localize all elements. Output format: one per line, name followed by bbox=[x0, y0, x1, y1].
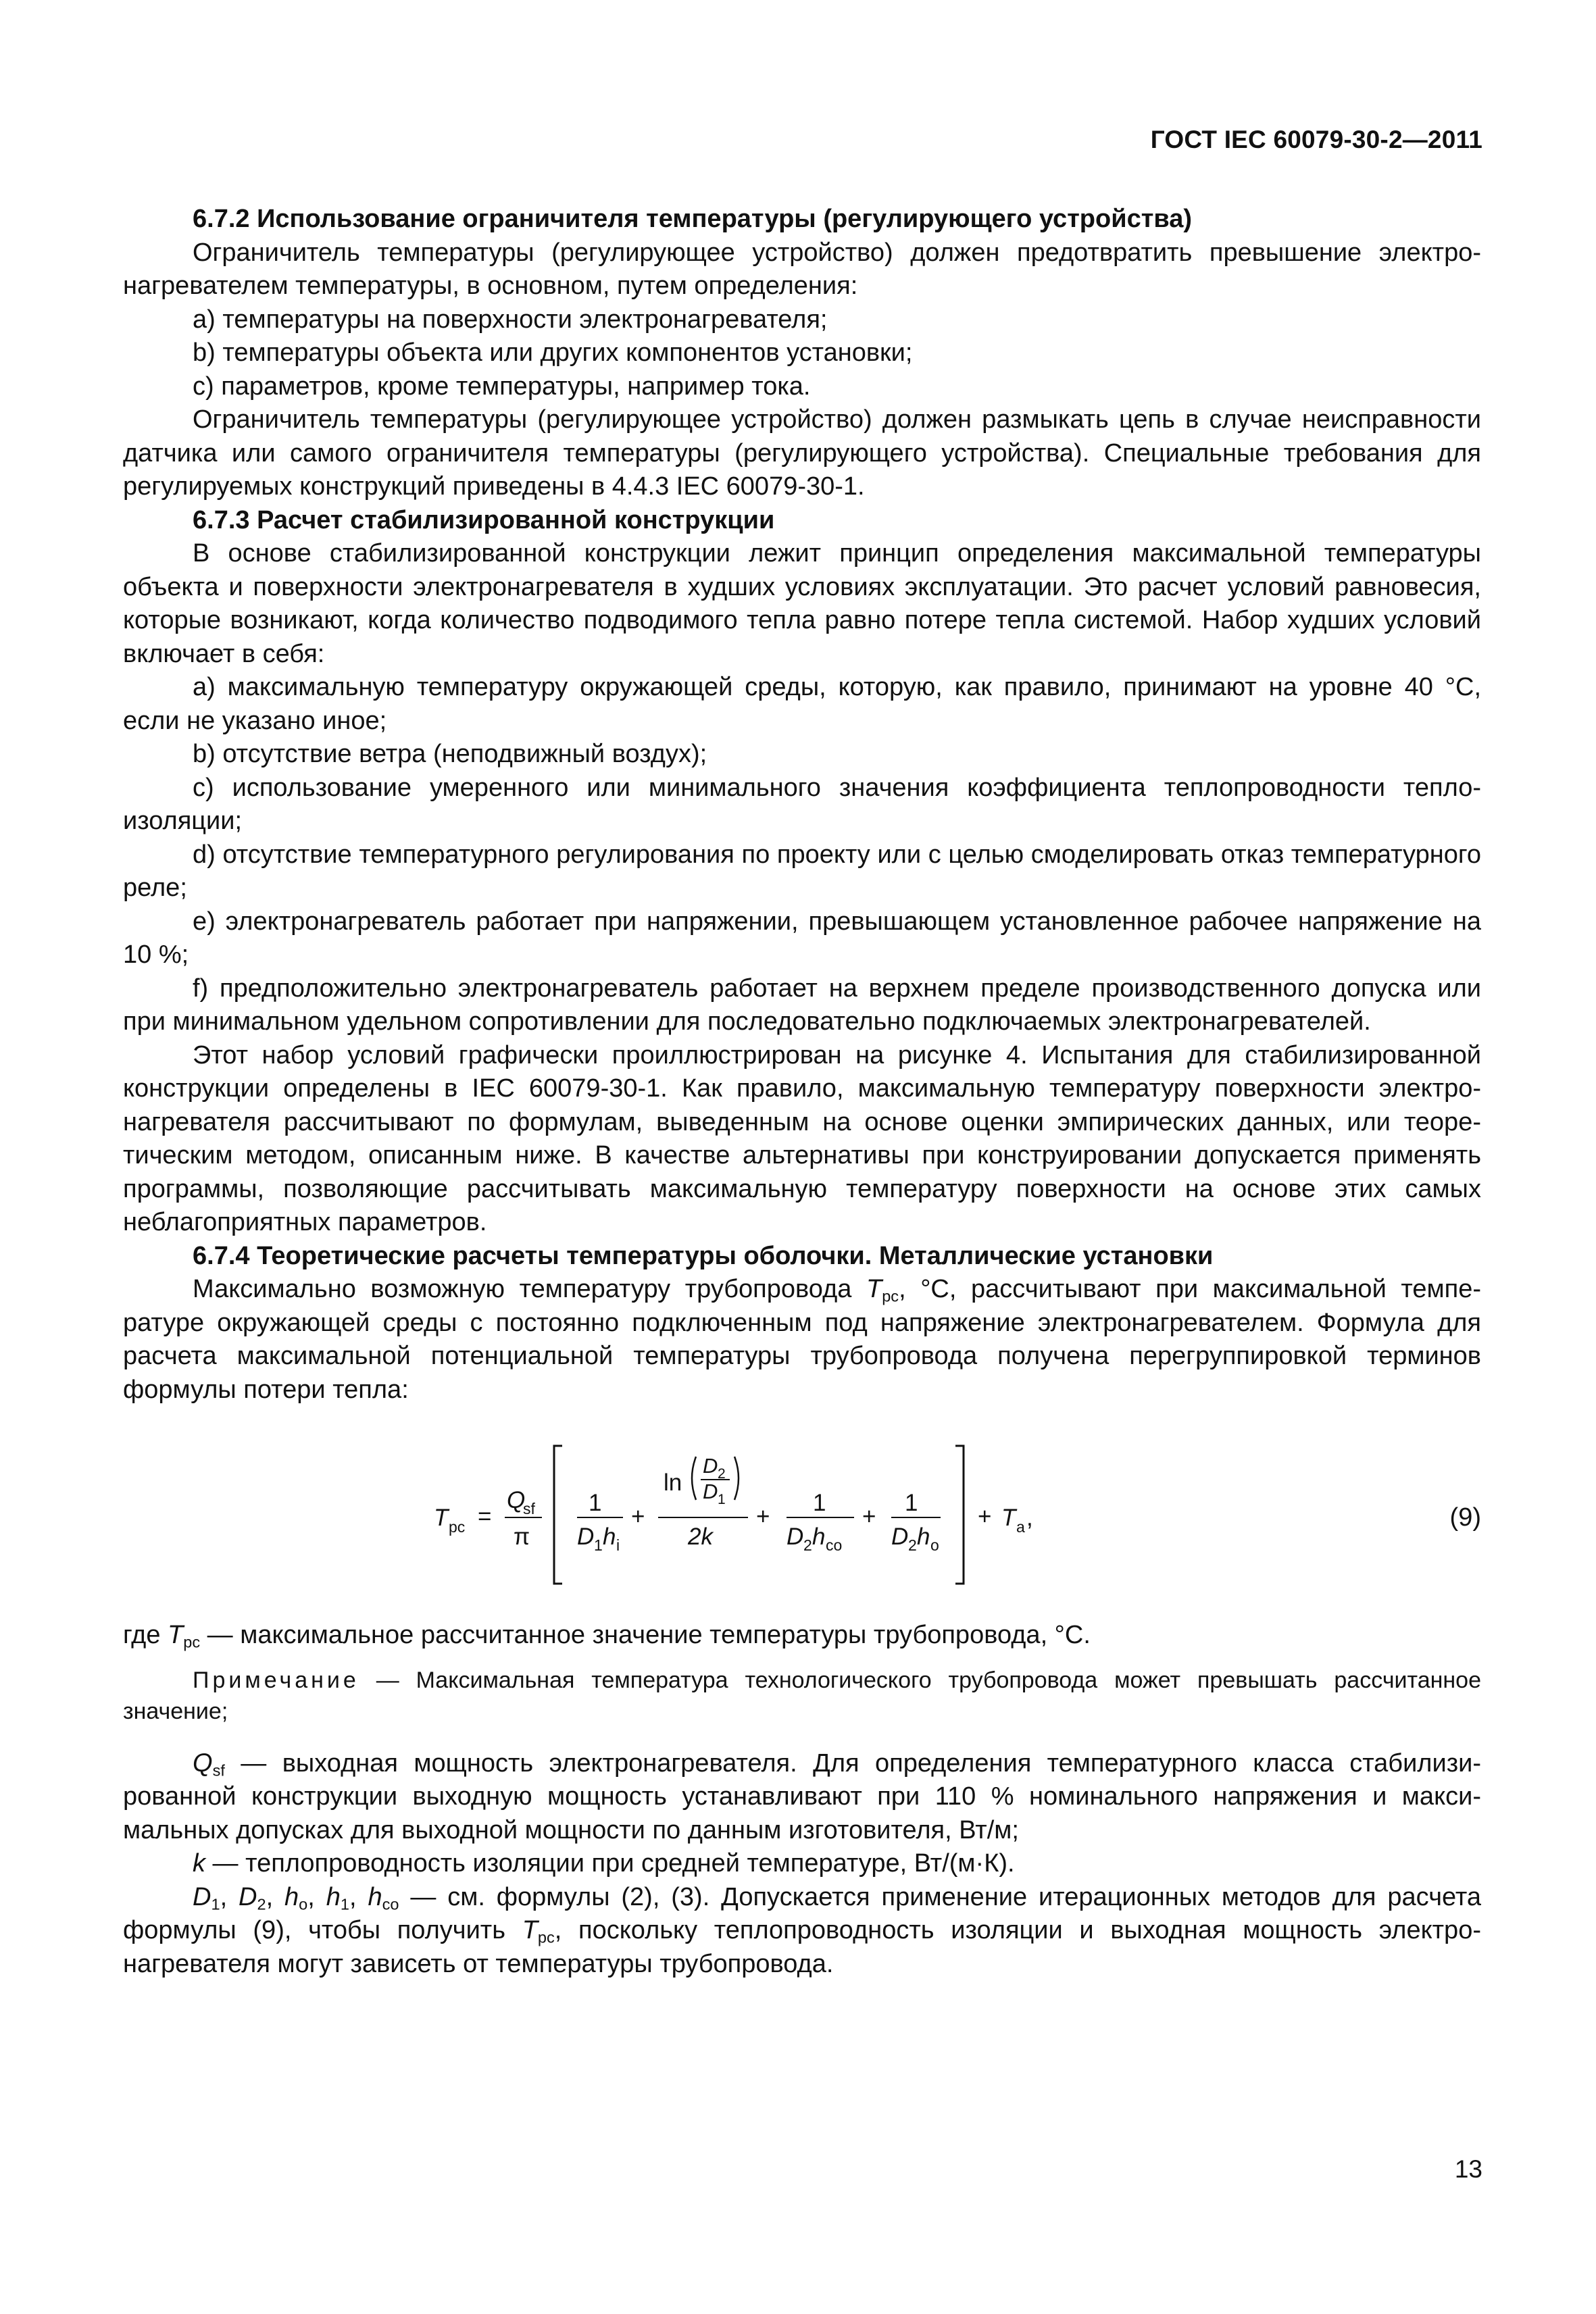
formula-d: D bbox=[577, 1524, 595, 1550]
definition-tpc: где $T_{pc}$ — максимальное рассчитанное значение температуры трубопровода, °С. bbox=[123, 1621, 1091, 1651]
right-bracket bbox=[955, 1446, 964, 1584]
formula-h: h bbox=[812, 1524, 826, 1550]
formula-lhs: T bbox=[434, 1505, 449, 1531]
formula-d: D bbox=[703, 1454, 718, 1478]
page-number: 13 bbox=[1454, 2155, 1482, 2183]
symbol: Q bbox=[193, 1749, 213, 1778]
definition-qsf: $Q_{sf}$ — выходная мощность электронагревателя. Для определения температурного класса стабилизированной конструкции выходную мощность устанавливают при 110 % номинального напряжения и максимальных допусках для выходной мощности по данным изготовителя, Вт/м; bbox=[123, 1749, 1481, 1844]
formula-subscript: i bbox=[616, 1536, 620, 1554]
list-item: b) отсутствие ветра (неподвижный воздух); bbox=[193, 740, 707, 768]
section-heading-6-7-2: 6.7.2 Использование ограничителя температуры (регулирующего устройства) bbox=[193, 205, 1192, 233]
formula-subscript: 1 bbox=[718, 1492, 726, 1507]
formula-2k: 2k bbox=[688, 1524, 713, 1550]
plus-sign: + bbox=[862, 1503, 876, 1530]
list-item: с) параметров, кроме температуры, например тока. bbox=[193, 372, 811, 401]
paragraph: Ограничитель температуры (регулирующее устройство) должен размыкать цепь в случае неисправности датчика или самого ограничителя температуры (регулирующего устройства). Специальные требования для регулируемых конструкций приведены в 4.4.3 IEC 60079-30-1. bbox=[123, 405, 1481, 501]
formula-one: 1 bbox=[589, 1490, 602, 1516]
symbol: T bbox=[866, 1275, 882, 1303]
paragraph: Ограничитель температуры (регулирующее устройство) должен предотвратить превышение электронагревателем температуры, в основном, путем определения: bbox=[123, 238, 1481, 300]
symbol-subscript: sf bbox=[212, 1761, 225, 1780]
list-item: е) электронагреватель работает при напряжении, превышающем установленное рабочее напряжение на 10 %; bbox=[123, 907, 1481, 969]
section-heading-6-7-4: 6.7.4 Теоретические расчеты температуры оболочки. Металлические установки bbox=[193, 1241, 1214, 1270]
list-item: с) использование умеренного или минимального значения коэффициента теплопроводности теплоизоляции; bbox=[123, 773, 1481, 835]
symbol: T bbox=[168, 1621, 184, 1649]
document-header: ГОСТ IEC 60079-30-2—2011 bbox=[1150, 126, 1482, 153]
formula-graphic bbox=[123, 1431, 1481, 1593]
symbol: k bbox=[193, 1849, 205, 1878]
left-paren bbox=[692, 1457, 696, 1500]
definition-k: k — теплопроводность изоляции при средней температуре, Вт/(м·К). bbox=[193, 1849, 1015, 1878]
formula-d: D bbox=[891, 1524, 909, 1550]
formula-ta-subscript: a bbox=[1016, 1518, 1025, 1536]
equation-number: (9) bbox=[1449, 1503, 1481, 1532]
formula-one: 1 bbox=[905, 1490, 918, 1516]
left-bracket bbox=[554, 1446, 562, 1584]
paragraph: Максимально возможную температуру трубопровода $T_{pc}$, °С, рассчитывают при максимальной температуре окружающей среды с постоянно подключенным под напряжение электронагревателем. Формула для расчета максимальной потенциальной температуры трубопровода получена перегруппировкой терминов формулы потери тепла: bbox=[123, 1275, 1481, 1404]
formula-lhs-subscript: pc bbox=[449, 1518, 466, 1536]
paragraph: Этот набор условий графически проиллюстрирован на рисунке 4. Испытания для стабилизированной конструкции определены в IEC 60079-30-1. Как правило, максимальную температуру поверхности электронагревателя рассчитывают по формулам, выведенным на основе оценки эмпирических данных, или теоретическим методом, описанным ниже. В качестве альтернативы при конструировании допускается применять программы, позволяющие рассчитывать максимальную температуру поверхности на основе этих самых неблагоприятных параметров. bbox=[123, 1040, 1481, 1236]
note bbox=[123, 1665, 1481, 1727]
formula-subscript: 2 bbox=[908, 1536, 917, 1554]
document-body bbox=[123, 203, 1481, 1981]
formula-subscript: co bbox=[826, 1536, 843, 1554]
definition-d-vars: $D_1$, $D_2$, $h_o$, $h_1$, $h_{co}$ — см. формулы (2), (3). Допускается применение итерационных методов для расчета формулы (9), чтобы получить $T_{pc}$, поскольку теплопроводность изоляции и выходная мощность электронагревателя могут зависеть от температуры трубопровода. bbox=[123, 1882, 1482, 1978]
plus-sign: + bbox=[631, 1503, 645, 1530]
symbol-subscript: pc bbox=[882, 1287, 899, 1305]
plus-sign: + bbox=[756, 1503, 770, 1530]
formula-d: D bbox=[787, 1524, 804, 1550]
list-item: d) отсутствие температурного регулирования по проекту или с целью смоделировать отказ температурного реле; bbox=[123, 840, 1481, 902]
note-label: Примечание bbox=[193, 1667, 359, 1693]
formula-subscript: 1 bbox=[594, 1536, 603, 1554]
formula-subscript: 2 bbox=[718, 1466, 726, 1482]
list-item: а) максимальную температуру окружающей среды, которую, как правило, принимают на уровне 40 °С, если не указано иное; bbox=[123, 673, 1481, 735]
list-item: а) температуры на поверхности электронагревателя; bbox=[193, 305, 828, 334]
formula-h: h bbox=[603, 1524, 616, 1550]
formula-one: 1 bbox=[813, 1490, 826, 1516]
plus-sign: + bbox=[978, 1503, 992, 1530]
formula-q-subscript: sf bbox=[523, 1500, 535, 1517]
formula-ta: T bbox=[1001, 1505, 1016, 1531]
formula-subscript: o bbox=[930, 1536, 939, 1554]
formula-pi: π bbox=[514, 1524, 530, 1550]
section-heading-6-7-3: 6.7.3 Расчет стабилизированной конструкции bbox=[193, 505, 775, 534]
formula-ln: ln bbox=[664, 1469, 682, 1496]
note-text: — Максимальная температура технологического трубопровода может превышать рассчитанное значение; bbox=[123, 1667, 1481, 1724]
formula-9 bbox=[123, 1431, 1481, 1593]
list-item: b) температуры объекта или других компонентов установки; bbox=[193, 338, 913, 367]
comma: , bbox=[1026, 1505, 1033, 1531]
symbol-subscript: pc bbox=[183, 1633, 201, 1651]
formula-q: Q bbox=[507, 1487, 526, 1513]
list-item: f) предположительно электронагреватель работает на верхнем пределе производственного допуска или при минимальном удельном сопротивлении для последовательно подключаемых электронагревателей. bbox=[123, 974, 1481, 1036]
equals-sign: = bbox=[478, 1503, 492, 1530]
right-paren bbox=[734, 1457, 739, 1500]
formula-subscript: 2 bbox=[803, 1536, 812, 1554]
paragraph: В основе стабилизированной конструкции лежит принцип определения максимальной температуры объекта и поверхности электронагревателя в худших условиях эксплуатации. Это расчет условий равновесия, которые возникают, когда количество подводимого тепла равно потере тепла системой. Набор худших условий включает в себя: bbox=[123, 539, 1481, 668]
formula-d: D bbox=[703, 1480, 718, 1503]
formula-h: h bbox=[917, 1524, 930, 1550]
